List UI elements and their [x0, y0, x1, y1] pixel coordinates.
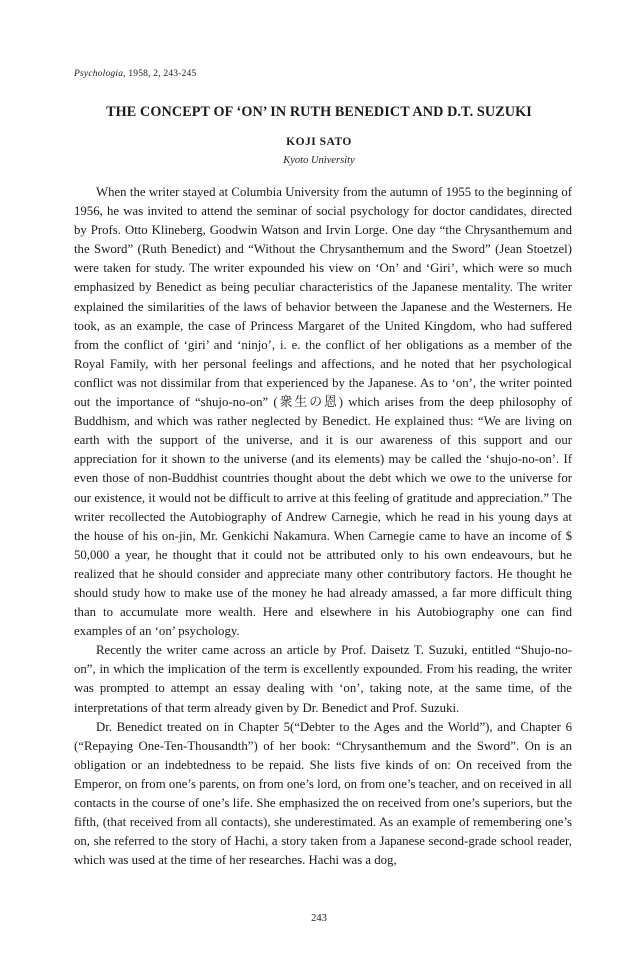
article-author: KOJI SATO [286, 136, 352, 148]
body-paragraph-1: When the writer stayed at Columbia University from the autumn of 1955 to the beginning of 1956, he was invited to attend the seminar of social psychology for doctor candidates, directed by Profs. Otto Klineberg, Goodwin Watson and Irvin Lorge. One day “the Chrysanthemum and the Sword” (Ruth Benedict) and “Without the Chrysanthemum and the Sword” (Jean Stoetzel) were taken for study. The writer expounded his view on ‘On’ and ‘Giri’, which were so much emphasized by Benedict as being peculiar characteristics of the Japanese mentality. The writer explained the similarities of the laws of behavior between the Japanese and the Westerners. He took, as an example, the case of Princess Margaret of the United Kingdom, who had suffered from the conflict of ‘giri’ and ‘ninjo’, i. e. the conflict of her obligations as a member of the Royal Family, with her personal feelings and affections, and he noted that her psychological conflict was not dissimilar from that experienced by the Japanese. As to ‘on’, the writer pointed out the importance of “shujo-no-on” (衆生の恩) which arises from the deep philosophy of Buddhism, and which was rather neglected by Benedict. He explained thus: “We are living on earth with the support of the universe, and it is our awareness of this support and our appreciation for it shown to the universe (and its elements) may be called the ‘shujo-no-on’. If even those of non-Buddhist countries thought about the debt which we owe to the universe for our existence, it would not be difficult to arrive at this feeling of gratitude and appreciation.” The writer recollected the Autobiography of Andrew Carnegie, which he read in his young days at the house of his on-jin, Mr. Genkichi Nakamura. When Carnegie came to have an income of $ 50,000 a year, he thought that it could not be attributed only to his own endeavours, but he realized that he should consider and appreciate many other contributory factors. He thought he should study how to make use of the money he had already amassed, a far more difficult thing than to accumulate more wealth. Here and elsewhere in his Autobiography one can find examples of an ‘on’ psychology. [74, 185, 572, 639]
article-body [74, 183, 572, 870]
page-number: 243 [311, 913, 327, 924]
article-title: THE CONCEPT OF ‘ON’ IN RUTH BENEDICT AND D.T. SUZUKI [106, 104, 532, 120]
body-paragraph-3: Dr. Benedict treated on in Chapter 5(“Debter to the Ages and the World”), and Chapter 6 (“Repaying One-Ten-Thousandth”) of her book: “Chrysanthemum and the Sword”. On is an obligation or an indebtedness to be repaid. She lists five kinds of on: On received from the Emperor, on from one’s parents, on from one’s lord, on from one’s teacher, and on received in all contacts in the course of one’s life. She emphasized the on received from one’s superiors, but the fifth, (that received from all contacts), she underestimated. As an example of remembering one’s on, she referred to the story of Hachi, a story taken from a Japanese second-grade school reader, which was used at the time of her researches. Hachi was a dog, [74, 719, 572, 868]
body-paragraph-2: Recently the writer came across an article by Prof. Daisetz T. Suzuki, entitled “Shujo-no-on”, in which the implication of the term is excellently expounded. From his reading, the writer was prompted to attempt an essay dealing with ‘on’, taking note, at the same time, of the interpretations of that term already given by Dr. Benedict and Prof. Suzuki. [74, 643, 572, 715]
author-affiliation: Kyoto University [283, 155, 355, 166]
running-header [74, 69, 196, 79]
journal-name: Psychologia, [74, 69, 126, 79]
volume-pages: 1958, 2, 243-245 [128, 69, 197, 79]
